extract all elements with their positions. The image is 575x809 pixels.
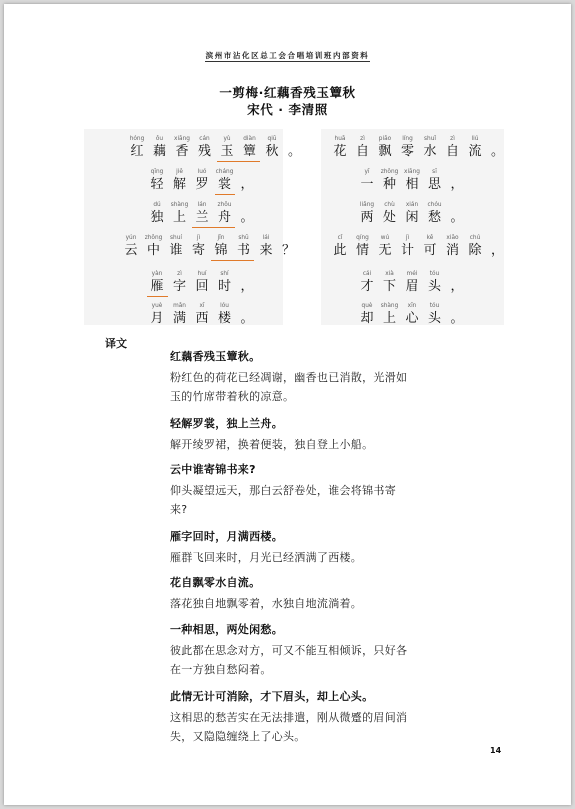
translation-text xyxy=(170,708,438,746)
translation-item xyxy=(170,529,438,567)
poem-char xyxy=(329,135,351,165)
poem-char xyxy=(356,270,378,300)
poem-char xyxy=(397,135,419,165)
hanzi: 才 xyxy=(360,279,374,294)
translation-original-line: 此情无计可消除，才下眉头，却上心头。 xyxy=(170,690,374,703)
hanzi: 愁 xyxy=(427,210,441,225)
hanzi: 却 xyxy=(360,311,374,326)
poem-char xyxy=(143,234,165,264)
poem-char xyxy=(401,302,423,332)
poem-line xyxy=(84,135,301,165)
poem-char xyxy=(442,135,464,165)
poem-char xyxy=(397,234,419,264)
pinyin: yún xyxy=(125,235,137,241)
poem-char xyxy=(374,234,396,264)
hanzi: 流 xyxy=(468,144,482,159)
hanzi: 轻 xyxy=(150,177,164,192)
translation-original-line: 红藕香残玉簟秋。 xyxy=(170,350,261,363)
poem-char xyxy=(255,234,277,264)
poem-char xyxy=(379,201,401,231)
pinyin xyxy=(446,270,468,279)
hanzi: 飘 xyxy=(378,144,392,159)
pinyin: xián xyxy=(405,202,419,208)
hanzi: 头 xyxy=(427,311,441,326)
pinyin: xiāng xyxy=(174,136,190,142)
poem-line xyxy=(84,234,295,264)
hanzi: 独 xyxy=(150,210,164,225)
pinyin xyxy=(284,135,306,144)
hanzi: 中 xyxy=(146,243,160,258)
page-number: 14 xyxy=(490,746,502,755)
pinyin: hóng xyxy=(129,136,145,142)
keyword-underline xyxy=(217,161,260,162)
hanzi: 西 xyxy=(195,311,209,326)
hanzi: 玉 xyxy=(220,144,234,159)
pinyin: zì xyxy=(177,271,182,277)
translation-text-line: 彼此都在思念对方，可又不能互相倾诉，只好各 xyxy=(170,644,408,657)
poem-char xyxy=(464,135,486,165)
hanzi: 裳 xyxy=(217,177,231,192)
pinyin: líng xyxy=(402,136,413,142)
translation-item xyxy=(170,462,438,519)
hanzi: 雁 xyxy=(150,279,164,294)
hanzi: ， xyxy=(240,279,254,294)
pinyin: qíng xyxy=(356,235,369,241)
poem-char xyxy=(464,234,486,264)
pinyin: shàng xyxy=(380,303,399,309)
poem-line xyxy=(321,302,504,332)
poem-char xyxy=(236,302,258,332)
poem-char xyxy=(356,201,378,231)
pinyin xyxy=(446,168,468,177)
pinyin xyxy=(278,234,300,243)
poem-char xyxy=(261,135,283,165)
poem-char xyxy=(214,270,236,300)
hanzi: 上 xyxy=(382,311,396,326)
poem-char xyxy=(401,168,423,198)
keyword-underline xyxy=(147,296,168,297)
document-page xyxy=(4,4,571,805)
pinyin: lái xyxy=(262,235,270,241)
pinyin: cái xyxy=(362,271,372,277)
hanzi: 舟 xyxy=(217,210,231,225)
poem-char xyxy=(236,270,258,300)
poem-char xyxy=(424,302,446,332)
hanzi: 两 xyxy=(360,210,374,225)
pinyin: cháng xyxy=(215,169,234,175)
hanzi: 藕 xyxy=(152,144,166,159)
hanzi: 。 xyxy=(490,144,504,159)
pinyin: lán xyxy=(197,202,207,208)
poem-char xyxy=(446,201,468,231)
hanzi: 楼 xyxy=(217,311,231,326)
pinyin xyxy=(236,302,258,311)
pinyin: shuí xyxy=(170,235,182,241)
poem-char xyxy=(379,302,401,332)
pinyin: zì xyxy=(360,136,365,142)
poem-char xyxy=(191,302,213,332)
poem-char xyxy=(379,168,401,198)
poem-char xyxy=(329,234,351,264)
pinyin: luó xyxy=(197,169,207,175)
poem-char xyxy=(146,302,168,332)
pinyin: diàn xyxy=(243,136,256,142)
translation-text-line: 失，又隐隐缠绕上了心头。 xyxy=(170,730,306,743)
translation-original-line: 花自飘零水自流。 xyxy=(170,576,261,589)
pinyin: jǐn xyxy=(217,235,225,241)
translation-text-line: 仰头凝望远天，那白云舒卷处，谁会将锦书寄 xyxy=(170,484,396,497)
hanzi: 零 xyxy=(400,144,414,159)
pinyin: mǎn xyxy=(173,303,186,309)
pinyin: shū xyxy=(238,235,249,241)
poem-char xyxy=(191,168,213,198)
translation-text xyxy=(170,435,438,454)
pinyin: zhōng xyxy=(144,235,163,241)
hanzi: 计 xyxy=(400,243,414,258)
keyword-underline xyxy=(192,227,235,228)
poem-char xyxy=(379,270,401,300)
poem-char xyxy=(424,168,446,198)
pinyin: liú xyxy=(471,136,479,142)
pinyin: méi xyxy=(406,271,418,277)
poem-char xyxy=(401,201,423,231)
poem-char xyxy=(446,270,468,300)
pinyin: huí xyxy=(197,271,207,277)
poem-char xyxy=(214,302,236,332)
hanzi: 簟 xyxy=(242,144,256,159)
hanzi: 。 xyxy=(240,210,254,225)
pinyin xyxy=(487,234,509,243)
hanzi: 头 xyxy=(427,279,441,294)
hanzi: 。 xyxy=(450,210,464,225)
pinyin xyxy=(236,270,258,279)
hanzi: 。 xyxy=(450,311,464,326)
pinyin: zhǒng xyxy=(380,169,399,175)
hanzi: 字 xyxy=(172,279,186,294)
translation-text xyxy=(170,368,438,406)
hanzi: 香 xyxy=(175,144,189,159)
poem-char xyxy=(188,234,210,264)
hanzi: 思 xyxy=(427,177,441,192)
poem-char xyxy=(352,135,374,165)
hanzi: 除 xyxy=(468,243,482,258)
pinyin: xīn xyxy=(407,303,417,309)
pinyin: xià xyxy=(385,271,394,277)
poem-char xyxy=(146,168,168,198)
pinyin: shàng xyxy=(170,202,189,208)
hanzi: 心 xyxy=(405,311,419,326)
translation-item xyxy=(170,349,438,406)
hanzi: 来 xyxy=(259,243,273,258)
poem-panel-left xyxy=(84,129,301,326)
poem-char xyxy=(278,234,300,264)
pinyin xyxy=(446,201,468,210)
pinyin: yàn xyxy=(151,271,163,277)
hanzi: 残 xyxy=(197,144,211,159)
pinyin: qīng xyxy=(150,169,164,175)
hanzi: 谁 xyxy=(169,243,183,258)
header-text: 滨州市沾化区总工会合唱培训班内部资料 xyxy=(205,51,370,60)
hanzi: ？ xyxy=(281,243,295,258)
pinyin: dú xyxy=(153,202,161,208)
poem-char xyxy=(446,168,468,198)
poem-char xyxy=(446,302,468,332)
translation-text-line: 在一方独自愁闷着。 xyxy=(170,663,272,676)
translation-text-line: 落花独自地飘零着，水独自地流淌着。 xyxy=(170,597,363,610)
hanzi: 眉 xyxy=(405,279,419,294)
translation-label: 译文 xyxy=(105,337,127,350)
translation-text xyxy=(170,481,438,519)
pinyin: zhōu xyxy=(217,202,232,208)
translation-text xyxy=(170,594,438,613)
hanzi: 云 xyxy=(124,243,138,258)
pinyin: lóu xyxy=(220,303,229,309)
hanzi: 可 xyxy=(423,243,437,258)
poem-author: 宋代 · 李清照 xyxy=(247,102,328,117)
pinyin: zì xyxy=(450,136,455,142)
hanzi: 兰 xyxy=(195,210,209,225)
hanzi: 月 xyxy=(150,311,164,326)
pinyin: yù xyxy=(223,136,231,142)
poem-char xyxy=(191,270,213,300)
hanzi: ， xyxy=(490,243,504,258)
pinyin: liǎng xyxy=(359,202,375,208)
hanzi: 下 xyxy=(382,279,396,294)
hanzi: 此 xyxy=(333,243,347,258)
translation-text-line: 玉的竹席带着秋的凉意。 xyxy=(170,390,295,403)
poem-line xyxy=(321,234,504,264)
poem-char xyxy=(356,302,378,332)
poem-char xyxy=(169,168,191,198)
keyword-underline xyxy=(211,260,254,261)
translation-text-line: 解开绫罗裙，换着便装，独自登上小船。 xyxy=(170,438,374,451)
hanzi: ， xyxy=(450,279,464,294)
hanzi: 红 xyxy=(130,144,144,159)
hanzi: 回 xyxy=(195,279,209,294)
poem-line xyxy=(84,201,283,231)
hanzi: 无 xyxy=(378,243,392,258)
pinyin: jì xyxy=(196,235,201,241)
pinyin: tóu xyxy=(429,303,440,309)
poem-line xyxy=(321,201,504,231)
pinyin: kě xyxy=(426,235,434,241)
pinyin xyxy=(236,168,258,177)
pinyin: shuǐ xyxy=(424,136,436,142)
translation-original-line: 轻解罗裳，独上兰舟。 xyxy=(170,417,283,430)
poem-line xyxy=(84,302,283,332)
hanzi: 水 xyxy=(423,144,437,159)
poem-char xyxy=(146,201,168,231)
poem-char xyxy=(356,168,378,198)
hanzi: 自 xyxy=(355,144,369,159)
poem-char xyxy=(442,234,464,264)
pinyin: shí xyxy=(220,271,229,277)
hanzi: 相 xyxy=(405,177,419,192)
poem-char xyxy=(401,270,423,300)
poem-char xyxy=(419,234,441,264)
hanzi: 自 xyxy=(445,144,459,159)
poem-char xyxy=(424,201,446,231)
hanzi: 罗 xyxy=(195,177,209,192)
pinyin: huā xyxy=(334,136,346,142)
poem-char xyxy=(236,201,258,231)
pinyin: cǐ xyxy=(337,235,343,241)
pinyin: jiě xyxy=(176,169,183,175)
poem-char xyxy=(169,201,191,231)
pinyin: tóu xyxy=(429,271,440,277)
hanzi: 寄 xyxy=(191,243,205,258)
hanzi: 。 xyxy=(287,144,301,159)
pinyin: xī xyxy=(199,303,205,309)
hanzi: 时 xyxy=(217,279,231,294)
translation-original-line: 云中谁寄锦书来? xyxy=(170,463,256,476)
poem-char xyxy=(352,234,374,264)
poem-line xyxy=(321,135,504,165)
poem-char xyxy=(284,135,306,165)
pinyin: jì xyxy=(405,235,410,241)
pinyin: wú xyxy=(380,235,390,241)
hanzi: 上 xyxy=(172,210,186,225)
pinyin: yī xyxy=(364,169,370,175)
translation-original-line: 雁字回时，月满西楼。 xyxy=(170,530,283,543)
pinyin: sī xyxy=(432,169,437,175)
translation-item xyxy=(170,689,438,746)
poem-char xyxy=(236,168,258,198)
pinyin: què xyxy=(361,303,373,309)
translation-text-line: 粉红色的荷花已经凋谢，幽香也已消散，光滑如 xyxy=(170,371,408,384)
translation-text-line: 来? xyxy=(170,503,188,516)
poem-line xyxy=(84,168,283,198)
poem-char xyxy=(169,302,191,332)
translation-text-line: 这相思的愁苦实在无法排遣，刚从微蹙的眉间消 xyxy=(170,711,408,724)
poem-char xyxy=(487,135,509,165)
hanzi: 花 xyxy=(333,144,347,159)
pinyin: chú xyxy=(469,235,481,241)
hanzi: 解 xyxy=(172,177,186,192)
pinyin: piāo xyxy=(378,136,392,142)
pinyin xyxy=(487,135,509,144)
pinyin xyxy=(446,302,468,311)
poem-char xyxy=(424,270,446,300)
poem-char xyxy=(169,270,191,300)
hanzi: 闲 xyxy=(405,210,419,225)
translation-text xyxy=(170,548,438,567)
translation-text-line: 雁群飞回来时，月光已经洒满了西楼。 xyxy=(170,551,363,564)
poem-char xyxy=(120,234,142,264)
hanzi: 种 xyxy=(382,177,396,192)
poem-panel-right xyxy=(321,129,504,325)
translation-original-line: 一种相思，两处闲愁。 xyxy=(170,623,283,636)
poem-line xyxy=(84,270,283,300)
document-header xyxy=(4,50,571,61)
poem-char xyxy=(171,135,193,165)
pinyin: yuè xyxy=(151,303,163,309)
pinyin: cán xyxy=(199,136,210,142)
hanzi: 消 xyxy=(445,243,459,258)
poem-char xyxy=(149,135,171,165)
translation-item xyxy=(170,416,438,454)
pinyin: chù xyxy=(384,202,395,208)
poem-char xyxy=(419,135,441,165)
poem-char xyxy=(194,135,216,165)
poem-char xyxy=(126,135,148,165)
pinyin: xiāng xyxy=(404,169,420,175)
translation-item xyxy=(170,575,438,613)
translation-text xyxy=(170,641,438,679)
pinyin xyxy=(236,201,258,210)
hanzi: 书 xyxy=(236,243,250,258)
poem-char xyxy=(165,234,187,264)
pinyin: chóu xyxy=(427,202,442,208)
pinyin: ǒu xyxy=(155,136,164,142)
poem-line xyxy=(321,168,504,198)
hanzi: ， xyxy=(450,177,464,192)
pinyin: qiū xyxy=(267,136,277,142)
hanzi: 一 xyxy=(360,177,374,192)
poem-char xyxy=(374,135,396,165)
hanzi: 秋 xyxy=(265,144,279,159)
keyword-underline xyxy=(215,194,236,195)
hanzi: 。 xyxy=(240,311,254,326)
hanzi: ， xyxy=(240,177,254,192)
pinyin: xiāo xyxy=(446,235,459,241)
poem-char xyxy=(487,234,509,264)
hanzi: 锦 xyxy=(214,243,228,258)
hanzi: 情 xyxy=(355,243,369,258)
hanzi: 满 xyxy=(172,311,186,326)
translation-item xyxy=(170,622,438,679)
poem-title: 一剪梅·红藕香残玉簟秋 xyxy=(219,85,356,100)
hanzi: 处 xyxy=(382,210,396,225)
poem-line xyxy=(321,270,504,300)
